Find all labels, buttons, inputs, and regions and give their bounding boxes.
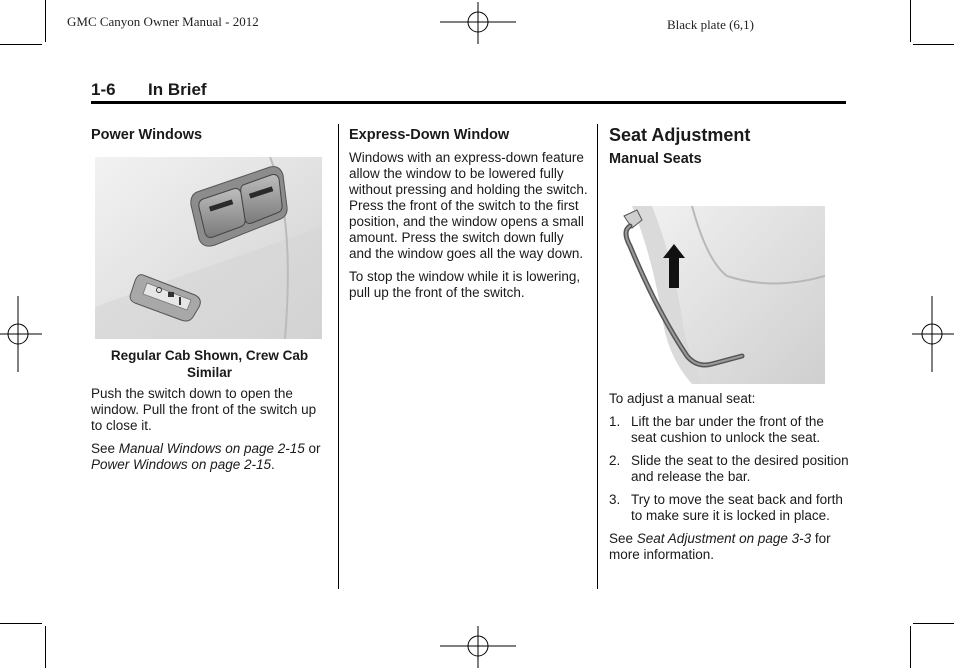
step-text: Try to move the seat back and forth to make sure it is locked in place.: [631, 492, 843, 523]
section-number: 1-6: [91, 80, 116, 99]
running-header-plate: Black plate (6,1): [667, 17, 754, 32]
crop-mark: [45, 0, 46, 42]
see-link-seat-adjustment[interactable]: Seat Adjustment on page 3-3: [636, 531, 812, 546]
registration-mark-bottom: [440, 626, 516, 668]
figure-caption: Regular Cab Shown, Crew Cab Similar: [110, 348, 309, 380]
see-also-paragraph: [91, 441, 328, 473]
column-divider: [338, 124, 339, 589]
section-rule: [91, 101, 846, 104]
registration-mark-right: [912, 296, 954, 372]
column-2: [349, 127, 589, 308]
column-1: [91, 127, 328, 143]
registration-mark-top: [440, 2, 516, 44]
heading-manual-seats: Manual Seats: [609, 151, 702, 167]
section-name: In Brief: [148, 80, 207, 99]
column-3: [609, 127, 849, 167]
step-text: Lift the bar under the front of the seat cushion to unlock the seat.: [631, 414, 824, 445]
crop-mark: [0, 623, 42, 624]
running-header-title: GMC Canyon Owner Manual - 2012: [67, 14, 259, 29]
heading-express-down-window: Express-Down Window: [349, 127, 510, 143]
crop-mark: [910, 626, 911, 668]
see-end: for more information.: [609, 531, 831, 562]
list-item: [609, 453, 849, 485]
manual-seat-illustration: [612, 206, 825, 384]
see-prefix: See: [609, 531, 637, 546]
seat-intro: To adjust a manual seat:: [609, 391, 756, 406]
see-prefix: See: [91, 441, 119, 456]
crop-mark: [913, 623, 954, 624]
crop-mark: [0, 44, 42, 45]
heading-seat-adjustment: Seat Adjustment: [609, 125, 751, 145]
section-title: [91, 80, 207, 100]
power-windows-paragraph: Push the switch down to open the window. Pull the front of the switch up to close it.: [91, 386, 317, 433]
column-divider: [597, 124, 598, 589]
step-number: 1.: [609, 414, 621, 429]
see-link-manual-windows[interactable]: Manual Windows on page 2-15: [118, 441, 305, 456]
express-down-paragraph: Windows with an express-down feature allow the window to be lowered fully without pressing and holding the switch. Press the front of the switch to the first position, and the window opens a small amount. Press the switch down fully and the window goes all the way down.: [349, 150, 588, 261]
stop-window-paragraph: To stop the window while it is lowering, pull up the front of the switch.: [349, 269, 581, 300]
heading-power-windows: Power Windows: [91, 127, 203, 143]
seat-see-also: [609, 531, 849, 563]
registration-mark-left: [0, 296, 42, 372]
step-number: 2.: [609, 453, 621, 468]
list-item: [609, 414, 849, 446]
list-item: [609, 492, 849, 524]
column-3-body: [609, 391, 849, 570]
power-window-switch-illustration: [95, 157, 322, 339]
see-end: .: [270, 457, 275, 472]
crop-mark: [45, 626, 46, 668]
step-text: Slide the seat to the desired position and release the bar.: [631, 453, 849, 484]
see-link-power-windows[interactable]: Power Windows on page 2-15: [91, 457, 271, 472]
step-number: 3.: [609, 492, 621, 507]
column-1-body: [91, 347, 328, 480]
see-or: or: [304, 441, 321, 456]
crop-mark: [913, 44, 954, 45]
seat-steps-list: [609, 414, 849, 524]
crop-mark: [910, 0, 911, 42]
